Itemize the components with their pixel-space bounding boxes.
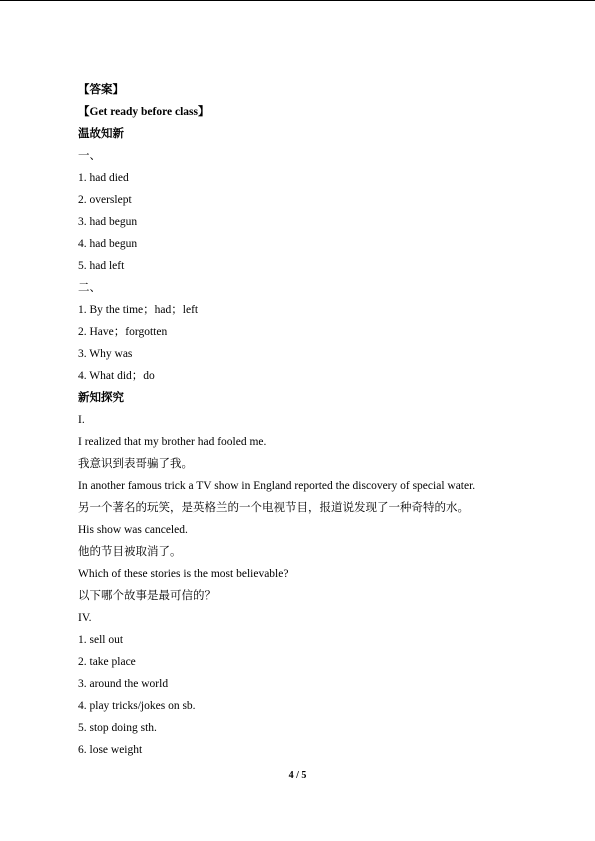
- list-item: 2. overslept: [78, 194, 132, 206]
- list-item: 5. had left: [78, 260, 125, 272]
- phrase-item: 6. lose weight: [78, 744, 143, 756]
- list-item: 4. What did；do: [78, 370, 155, 382]
- translation-line: 另一个著名的玩笑，是英格兰的一个电视节目，报道说发现了一种奇特的水。: [78, 502, 469, 514]
- translation-line: 以下哪个故事是最可信的？: [78, 590, 216, 602]
- list-item: 2. Have；forgotten: [78, 326, 168, 338]
- answer-content: [78, 79, 528, 761]
- translation-line: I realized that my brother had fooled me.: [78, 436, 267, 448]
- page-number: 4 / 5: [288, 770, 307, 781]
- translation-line: 我意识到表哥骗了我。: [78, 458, 193, 470]
- part-one-label: 一、: [78, 150, 101, 162]
- translation-line: Which of these stories is the most believable?: [78, 568, 289, 580]
- translation-line: In another famous trick a TV show in England reported the discovery of special water.: [78, 480, 476, 492]
- phrase-item: 1. sell out: [78, 634, 124, 646]
- phrase-item: 5. stop doing sth.: [78, 722, 157, 734]
- list-item: 4. had begun: [78, 238, 138, 250]
- list-item: 3. Why was: [78, 348, 133, 360]
- review-title: 温故知新: [78, 128, 124, 140]
- list-item: 1. had died: [78, 172, 129, 184]
- roman-one-label: I.: [78, 414, 85, 426]
- answer-heading: 【答案】: [78, 84, 124, 96]
- top-border-line: [0, 0, 595, 1]
- phrase-item: 4. play tricks/jokes on sb.: [78, 700, 196, 712]
- list-item: 3. had begun: [78, 216, 138, 228]
- phrase-item: 3. around the world: [78, 678, 169, 690]
- roman-four-label: IV.: [78, 612, 92, 624]
- list-item: 1. By the time；had；left: [78, 304, 199, 316]
- section-title: 【Get ready before class】: [78, 106, 210, 118]
- translation-line: 他的节目被取消了。: [78, 546, 182, 558]
- part-two-label: 二、: [78, 282, 101, 294]
- translation-line: His show was canceled.: [78, 524, 188, 536]
- explore-title: 新知探究: [78, 392, 124, 404]
- phrase-item: 2. take place: [78, 656, 136, 668]
